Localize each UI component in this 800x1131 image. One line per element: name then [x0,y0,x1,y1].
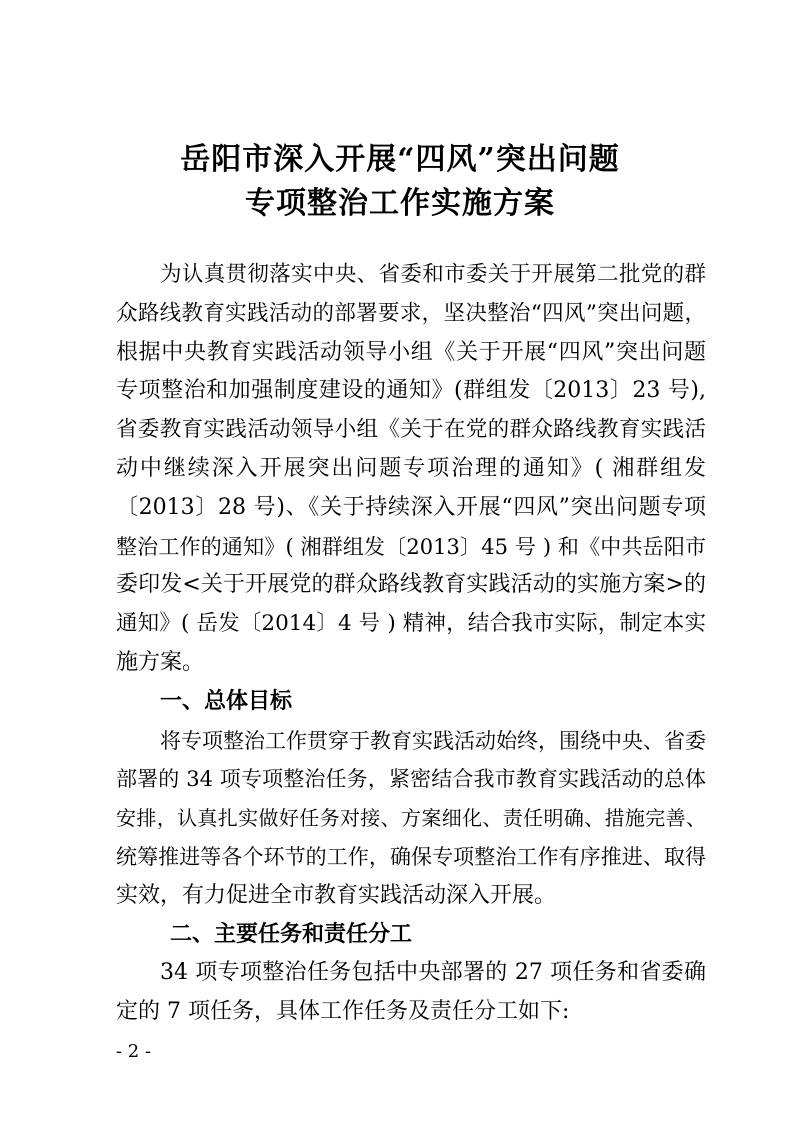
intro-line: 通知》( 岳发〔2014〕4 号 ) 精神，结合我市实际，制定本实 [116,611,706,637]
intro-line: 委印发<关于开展党的群众路线教育实践活动的实施方案>的 [116,572,706,598]
section-1-heading: 一、总体目标 [160,688,293,714]
document-title-line-2: 专项整治工作实施方案 [245,186,555,221]
intro-line: 省委教育实践活动领导小组《关于在党的群众路线教育实践活 [116,417,706,443]
intro-line: 动中继续深入开展突出问题专项治理的通知》( 湘群组发 [116,455,706,481]
section-2-line: 定的 7 项任务，具体工作任务及责任分工如下: [116,999,570,1025]
intro-line: 为认真贯彻落实中央、省委和市委关于开展第二批党的群 [160,262,706,287]
intro-line: 施方案。 [116,649,205,675]
section-1-line: 将专项整治工作贯穿于教育实践活动始终，围绕中央、省委 [160,728,706,753]
section-2-line: 34 项专项整治任务包括中央部署的 27 项任务和省委确 [160,960,706,986]
page-number: - 2 - [116,1041,152,1062]
section-1-line: 部署的 34 项专项整治任务，紧密结合我市教育实践活动的总体 [116,767,706,792]
section-1-line: 安排，认真扎实做好任务对接、方案细化、责任明确、措施完善、 [116,806,706,831]
intro-line: 专项整治和加强制度建设的通知》(群组发〔2013〕23 号), [116,378,706,404]
intro-line: 众路线教育实践活动的部署要求，坚决整治“四风”突出问题， [116,300,706,326]
intro-line: 根据中央教育实践活动领导小组《关于开展“四风”突出问题 [116,339,706,365]
section-2-heading: 二、主要任务和责任分工 [170,921,413,947]
section-1-line: 实效，有力促进全市教育实践活动深入开展。 [116,882,557,908]
intro-line: 整治工作的通知》( 湘群组发〔2013〕45 号 ) 和《中共岳阳市 [116,534,706,559]
intro-line: 〔2013〕28 号)、《关于持续深入开展“四风”突出问题专项 [116,494,706,520]
document-body [116,256,706,1032]
document-title-line-1: 岳阳市深入开展“四风”突出问题 [180,142,620,177]
section-1-line: 统筹推进等各个环节的工作，确保专项整治工作有序推进、取得 [116,844,706,869]
